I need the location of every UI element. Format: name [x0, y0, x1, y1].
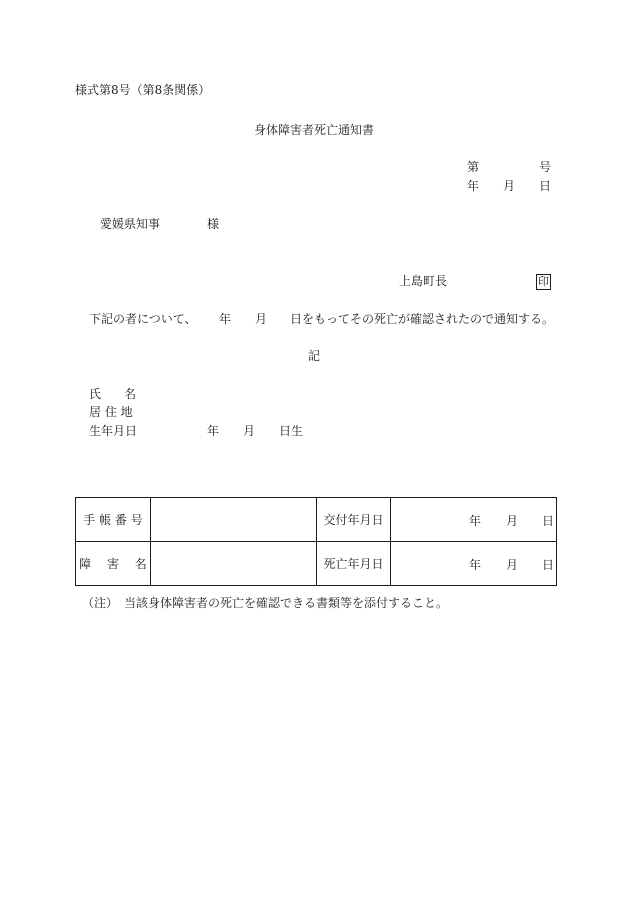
issue-date-month: 月	[503, 179, 516, 193]
disability-name-value[interactable]	[151, 542, 317, 586]
body-year: 年	[219, 312, 232, 326]
birth-day: 日生	[279, 424, 304, 438]
issue-year: 年	[469, 514, 482, 528]
table-row	[76, 498, 557, 542]
form-number: 様式第8号（第8条関係）	[75, 83, 211, 97]
disability-name-label	[76, 542, 151, 586]
issue-date-label-text: 交付年月日	[323, 513, 384, 527]
table-row	[76, 542, 557, 586]
addressee-name: 愛媛県知事	[100, 217, 161, 231]
handbook-number-value[interactable]	[151, 498, 317, 542]
handbook-number-label	[76, 498, 151, 542]
issue-date-day: 日	[539, 179, 552, 193]
birth-month: 月	[243, 424, 256, 438]
issue-day: 日	[542, 514, 555, 528]
issue-date-year: 年	[467, 179, 480, 193]
doc-number-go: 号	[539, 160, 552, 174]
addressee-honorific: 様	[207, 217, 220, 231]
info-table	[75, 497, 557, 586]
death-date-value[interactable]	[391, 542, 557, 586]
issue-date-value[interactable]	[391, 498, 557, 542]
doc-number-dai: 第	[467, 160, 480, 174]
death-year: 年	[469, 558, 482, 572]
body-prefix: 下記の者について、	[89, 312, 197, 326]
body-suffix: 日をもってその死亡が確認されたので通知する。	[290, 312, 555, 326]
name-label-2: 名	[124, 387, 137, 401]
handbook-number-label-text: 手 帳 番 号	[83, 513, 143, 527]
issue-month: 月	[506, 514, 519, 528]
birth-label: 生年月日	[89, 424, 138, 438]
issue-date-label	[317, 498, 391, 542]
seal-mark	[536, 273, 551, 290]
death-date-label-text: 死亡年月日	[323, 557, 384, 571]
footnote: （注） 当該身体障害者の死亡を確認できる書類等を添付すること。	[82, 596, 449, 610]
seal-icon: 印	[538, 275, 549, 288]
birth-year: 年	[207, 424, 220, 438]
body-month: 月	[255, 312, 268, 326]
page-title: 身体障害者死亡通知書	[254, 123, 375, 137]
death-month: 月	[506, 558, 519, 572]
sender-name: 上島町長	[399, 274, 448, 288]
death-date-label	[317, 542, 391, 586]
disability-name-label-text: 障 害 名	[79, 557, 147, 571]
death-day: 日	[542, 558, 555, 572]
ki-heading: 記	[308, 349, 321, 363]
address-label: 居 住 地	[89, 405, 133, 419]
name-label-1: 氏	[89, 387, 102, 401]
